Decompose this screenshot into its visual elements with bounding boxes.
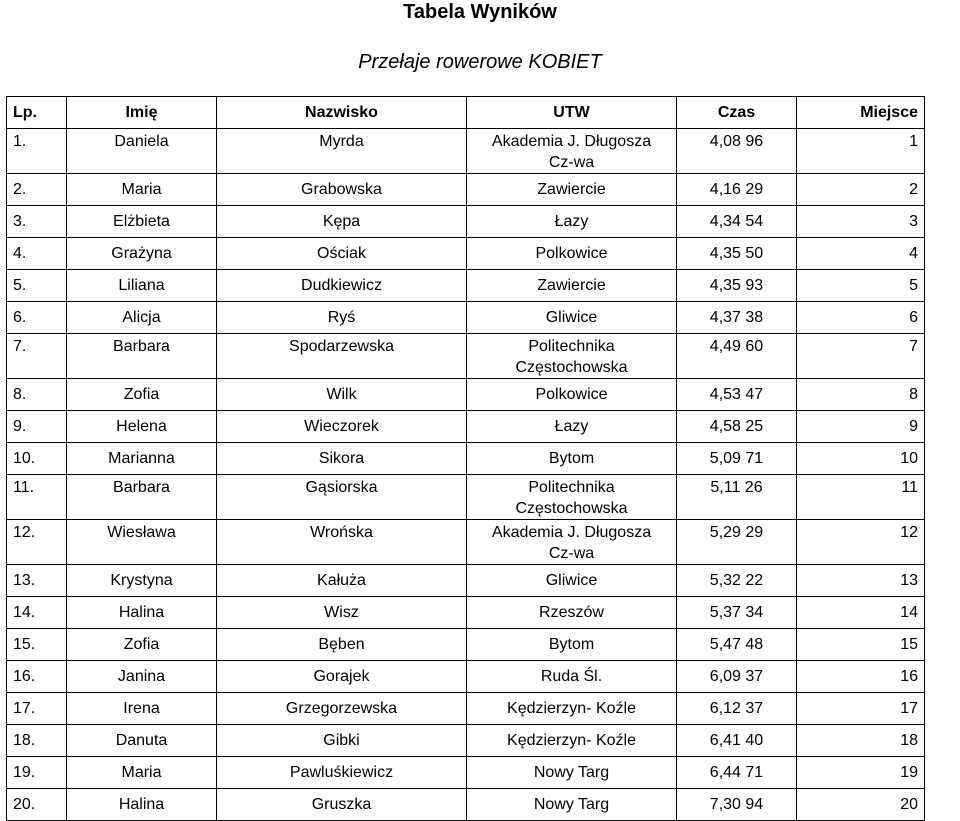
cell-miejsce: 19 <box>797 757 925 789</box>
cell-utw <box>467 443 677 475</box>
cell-imie: Marianna <box>67 443 217 475</box>
cell-utw <box>467 411 677 443</box>
cell-utw <box>467 129 677 174</box>
cell-utw-line: Zawiercie <box>537 181 606 198</box>
table-row <box>7 379 925 411</box>
cell-imie: Halina <box>67 597 217 629</box>
cell-utw <box>467 334 677 379</box>
cell-lp: 1. <box>7 129 67 174</box>
table-row <box>7 757 925 789</box>
table-row <box>7 238 925 270</box>
results-body <box>7 129 925 821</box>
cell-utw-line: Rzeszów <box>539 604 604 621</box>
cell-lp: 5. <box>7 270 67 302</box>
cell-nazwisko: Dudkiewicz <box>217 270 467 302</box>
cell-utw <box>467 270 677 302</box>
cell-utw <box>467 725 677 757</box>
cell-utw-line: Bytom <box>548 636 595 653</box>
cell-imie: Danuta <box>67 725 217 757</box>
cell-miejsce: 20 <box>797 789 925 821</box>
column-header-miejsce: Miejsce <box>797 97 925 129</box>
cell-czas: 5,11 26 <box>677 475 797 520</box>
cell-imie: Maria <box>67 174 217 206</box>
cell-lp: 4. <box>7 238 67 270</box>
cell-miejsce: 7 <box>797 334 925 379</box>
cell-utw <box>467 693 677 725</box>
cell-nazwisko: Gorajek <box>217 661 467 693</box>
cell-utw-line: Gliwice <box>545 572 598 589</box>
cell-miejsce: 15 <box>797 629 925 661</box>
cell-lp: 7. <box>7 334 67 379</box>
cell-lp: 13. <box>7 565 67 597</box>
cell-lp: 6. <box>7 302 67 334</box>
cell-czas: 6,41 40 <box>677 725 797 757</box>
cell-czas: 4,53 47 <box>677 379 797 411</box>
cell-miejsce: 2 <box>797 174 925 206</box>
cell-imie: Maria <box>67 757 217 789</box>
cell-miejsce: 5 <box>797 270 925 302</box>
cell-utw-line: Akademia J. Długosza <box>491 133 652 150</box>
cell-nazwisko: Wieczorek <box>217 411 467 443</box>
table-row <box>7 334 925 379</box>
cell-imie: Grażyna <box>67 238 217 270</box>
cell-lp: 19. <box>7 757 67 789</box>
cell-czas: 6,12 37 <box>677 693 797 725</box>
cell-lp: 8. <box>7 379 67 411</box>
cell-czas: 6,44 71 <box>677 757 797 789</box>
cell-miejsce: 9 <box>797 411 925 443</box>
cell-nazwisko: Gruszka <box>217 789 467 821</box>
cell-lp: 10. <box>7 443 67 475</box>
cell-utw <box>467 238 677 270</box>
cell-imie: Wiesława <box>67 520 217 565</box>
table-row <box>7 411 925 443</box>
cell-lp: 3. <box>7 206 67 238</box>
cell-czas: 6,09 37 <box>677 661 797 693</box>
column-header-nazwisko: Nazwisko <box>217 97 467 129</box>
cell-utw <box>467 629 677 661</box>
cell-miejsce: 1 <box>797 129 925 174</box>
cell-imie: Barbara <box>67 475 217 520</box>
cell-lp: 12. <box>7 520 67 565</box>
table-row <box>7 597 925 629</box>
cell-utw <box>467 597 677 629</box>
cell-imie: Alicja <box>67 302 217 334</box>
table-row <box>7 270 925 302</box>
cell-nazwisko: Wrońska <box>217 520 467 565</box>
cell-utw <box>467 475 677 520</box>
cell-lp: 15. <box>7 629 67 661</box>
cell-imie: Krystyna <box>67 565 217 597</box>
cell-utw <box>467 520 677 565</box>
cell-utw-line: Politechnika <box>528 479 615 496</box>
cell-miejsce: 8 <box>797 379 925 411</box>
table-row <box>7 661 925 693</box>
column-header-utw: UTW <box>467 97 677 129</box>
cell-imie: Daniela <box>67 129 217 174</box>
cell-miejsce: 3 <box>797 206 925 238</box>
cell-imie: Helena <box>67 411 217 443</box>
cell-utw <box>467 757 677 789</box>
cell-imie: Zofia <box>67 379 217 411</box>
table-row <box>7 302 925 334</box>
results-table <box>6 96 925 821</box>
cell-utw-line: Kędzierzyn- Koźle <box>507 732 636 749</box>
cell-utw-line: Nowy Targ <box>533 796 610 813</box>
cell-utw <box>467 302 677 334</box>
cell-utw-line: Polkowice <box>535 386 608 403</box>
table-row <box>7 129 925 174</box>
cell-utw-line: Akademia J. Długosza <box>491 524 652 541</box>
cell-czas: 4,49 60 <box>677 334 797 379</box>
cell-lp: 18. <box>7 725 67 757</box>
cell-utw <box>467 565 677 597</box>
page-subtitle: Przełaje rowerowe KOBIET <box>358 51 602 73</box>
cell-imie: Liliana <box>67 270 217 302</box>
cell-imie: Zofia <box>67 629 217 661</box>
page-title: Tabela Wyników <box>403 1 557 23</box>
cell-nazwisko: Ryś <box>217 302 467 334</box>
cell-imie: Irena <box>67 693 217 725</box>
cell-utw-line: Cz-wa <box>548 154 595 171</box>
cell-czas: 4,16 29 <box>677 174 797 206</box>
table-row <box>7 565 925 597</box>
cell-imie: Janina <box>67 661 217 693</box>
table-row <box>7 629 925 661</box>
cell-nazwisko: Grzegorzewska <box>217 693 467 725</box>
cell-utw-line: Łazy <box>554 418 589 435</box>
cell-miejsce: 6 <box>797 302 925 334</box>
cell-czas: 4,08 96 <box>677 129 797 174</box>
cell-lp: 16. <box>7 661 67 693</box>
column-header-lp: Lp. <box>7 97 67 129</box>
table-row <box>7 206 925 238</box>
cell-nazwisko: Grabowska <box>217 174 467 206</box>
cell-lp: 9. <box>7 411 67 443</box>
cell-czas: 4,37 38 <box>677 302 797 334</box>
cell-utw <box>467 206 677 238</box>
cell-lp: 20. <box>7 789 67 821</box>
cell-czas: 5,47 48 <box>677 629 797 661</box>
cell-miejsce: 14 <box>797 597 925 629</box>
cell-utw-line: Gliwice <box>545 309 598 326</box>
cell-utw-line: Polkowice <box>535 245 608 262</box>
cell-nazwisko: Gibki <box>217 725 467 757</box>
cell-miejsce: 10 <box>797 443 925 475</box>
cell-nazwisko: Gąsiorska <box>217 475 467 520</box>
table-header-row <box>7 97 925 129</box>
cell-lp: 11. <box>7 475 67 520</box>
cell-czas: 4,34 54 <box>677 206 797 238</box>
cell-czas: 4,35 50 <box>677 238 797 270</box>
cell-utw <box>467 661 677 693</box>
table-row <box>7 725 925 757</box>
cell-czas: 5,09 71 <box>677 443 797 475</box>
cell-nazwisko: Bęben <box>217 629 467 661</box>
cell-nazwisko: Kałuża <box>217 565 467 597</box>
cell-miejsce: 11 <box>797 475 925 520</box>
cell-lp: 17. <box>7 693 67 725</box>
cell-utw <box>467 379 677 411</box>
table-row <box>7 475 925 520</box>
cell-utw-line: Częstochowska <box>515 500 628 517</box>
cell-nazwisko: Myrda <box>217 129 467 174</box>
cell-utw-line: Zawiercie <box>537 277 606 294</box>
cell-lp: 14. <box>7 597 67 629</box>
cell-czas: 5,37 34 <box>677 597 797 629</box>
cell-nazwisko: Pawluśkiewicz <box>217 757 467 789</box>
cell-utw-line: Łazy <box>554 213 589 230</box>
cell-miejsce: 13 <box>797 565 925 597</box>
table-row <box>7 520 925 565</box>
cell-czas: 4,35 93 <box>677 270 797 302</box>
cell-utw-line: Częstochowska <box>515 359 628 376</box>
cell-nazwisko: Spodarzewska <box>217 334 467 379</box>
table-row <box>7 693 925 725</box>
cell-czas: 7,30 94 <box>677 789 797 821</box>
table-row <box>7 789 925 821</box>
cell-utw-line: Politechnika <box>528 338 615 355</box>
cell-czas: 5,29 29 <box>677 520 797 565</box>
column-header-imie: Imię <box>67 97 217 129</box>
cell-imie: Halina <box>67 789 217 821</box>
cell-nazwisko: Ościak <box>217 238 467 270</box>
cell-imie: Elżbieta <box>67 206 217 238</box>
cell-nazwisko: Wisz <box>217 597 467 629</box>
cell-utw-line: Bytom <box>548 450 595 467</box>
cell-czas: 5,32 22 <box>677 565 797 597</box>
cell-utw-line: Kędzierzyn- Koźle <box>507 700 636 717</box>
cell-nazwisko: Wilk <box>217 379 467 411</box>
cell-miejsce: 18 <box>797 725 925 757</box>
cell-utw-line: Ruda Śl. <box>540 668 603 685</box>
cell-imie: Barbara <box>67 334 217 379</box>
cell-utw <box>467 174 677 206</box>
cell-utw-line: Cz-wa <box>548 545 595 562</box>
cell-czas: 4,58 25 <box>677 411 797 443</box>
cell-utw <box>467 789 677 821</box>
table-row <box>7 443 925 475</box>
column-header-czas: Czas <box>677 97 797 129</box>
table-row <box>7 174 925 206</box>
cell-miejsce: 4 <box>797 238 925 270</box>
cell-nazwisko: Sikora <box>217 443 467 475</box>
cell-lp: 2. <box>7 174 67 206</box>
cell-miejsce: 16 <box>797 661 925 693</box>
cell-nazwisko: Kępa <box>217 206 467 238</box>
cell-utw-line: Nowy Targ <box>533 764 610 781</box>
cell-miejsce: 12 <box>797 520 925 565</box>
cell-miejsce: 17 <box>797 693 925 725</box>
